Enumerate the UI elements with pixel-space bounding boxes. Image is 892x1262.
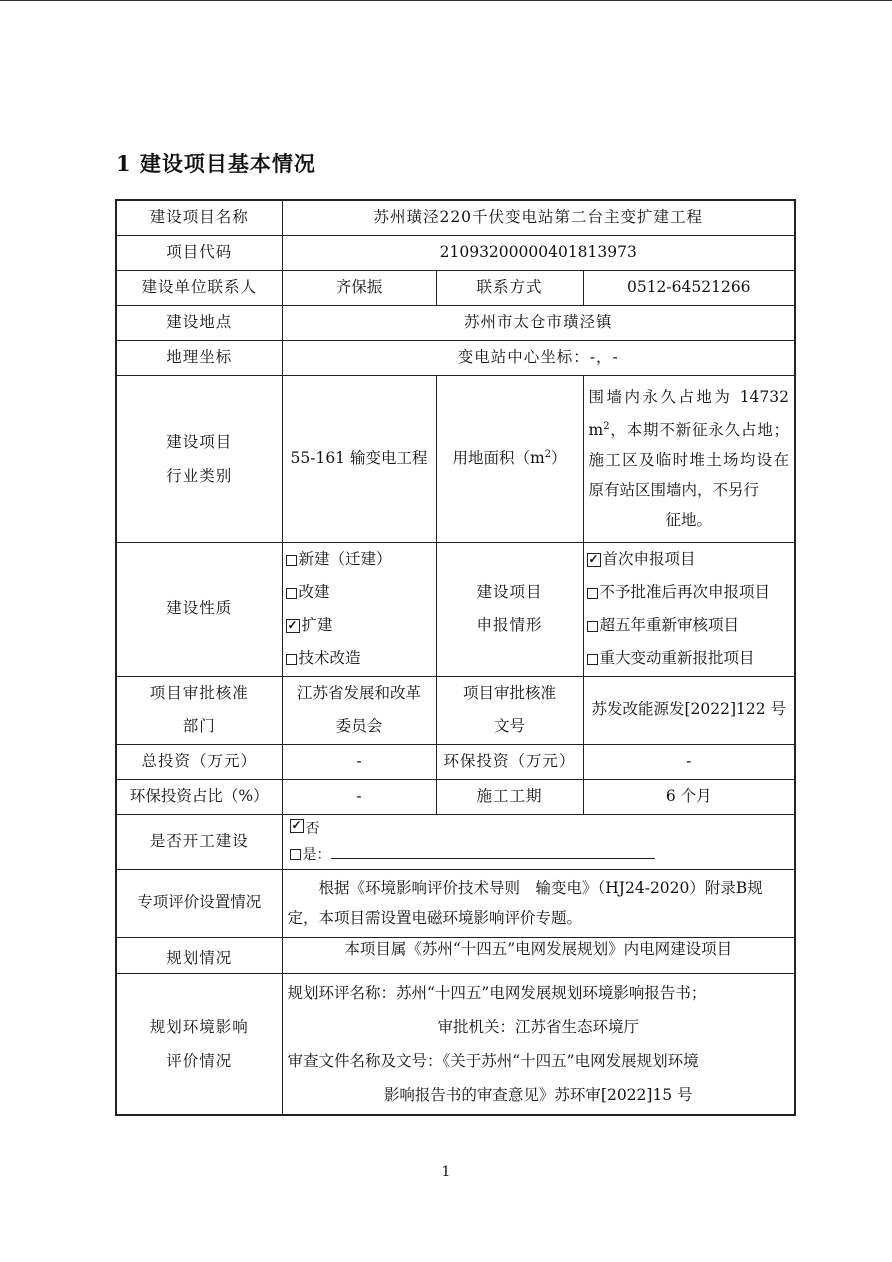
label-total-investment: 总投资（万元） (116, 744, 282, 779)
label-started: 是否开工建设 (116, 814, 282, 869)
checked-checkbox-icon (286, 619, 300, 633)
value-contact-person: 齐保振 (282, 270, 436, 305)
label-env-ratio: 环保投资占比（%） (116, 779, 282, 814)
unchecked-checkbox-icon (286, 555, 297, 566)
value-contact-method: 0512-64521266 (583, 270, 795, 305)
label-approval-no-line2: 文号 (493, 717, 525, 735)
unchecked-checkbox-icon (587, 621, 598, 632)
table-row (116, 973, 795, 1115)
nature-option-label: 改建 (298, 583, 330, 601)
value-project-name: 苏州璜泾220千伏变电站第二台主变扩建工程 (282, 200, 795, 235)
declare-option (587, 609, 792, 642)
unchecked-checkbox-icon (286, 654, 297, 665)
table-row (116, 340, 795, 375)
declare-options (583, 542, 795, 676)
label-planning-env (116, 973, 282, 1115)
unchecked-checkbox-icon (290, 849, 301, 860)
table-row (116, 869, 795, 937)
label-industry (116, 375, 282, 542)
label-approval-dept-line2: 部门 (182, 717, 216, 735)
unchecked-checkbox-icon (587, 588, 598, 599)
label-construction-period: 施工工期 (436, 779, 583, 814)
started-no-label: 否 (305, 820, 320, 837)
declare-option-label: 超五年重新审核项目 (599, 616, 740, 634)
declare-option (587, 642, 792, 675)
label-special-eval: 专项评价设置情况 (116, 869, 282, 937)
planning-env-doc-line1: 审查文件名称及文号：《关于苏州“十四五”电网发展规划环境 (287, 1051, 699, 1070)
value-approval-dept-line1: 江苏省发展和改革 (296, 684, 421, 702)
special-eval-text: 根据《环境影响评价技术导则 输变电》（HJ24-2020）附录B规定，本项目需设置电磁环境影响评价专题。 (287, 879, 763, 927)
label-env-investment: 环保投资（万元） (436, 744, 583, 779)
value-land-area: 围墙内永久占地为 14732 $m^2$，本期不新征永久占地；施工区及临时堆土场均设在原有站区围墙内，不另行 征地。 (583, 375, 795, 542)
unchecked-checkbox-icon (587, 654, 598, 665)
value-approval-no: 苏发改能源发[2022]122 号 (583, 676, 795, 744)
value-total-investment: - (282, 744, 436, 779)
page-number: 1 (441, 1164, 451, 1180)
value-approval-dept (282, 676, 436, 744)
planning-env-doc-line2: 影响报告书的审查意见》苏环审[2022]15 号 (383, 1085, 693, 1104)
label-contact-method: 联系方式 (436, 270, 583, 305)
label-project-name: 建设项目名称 (116, 200, 282, 235)
declare-option (587, 576, 792, 609)
value-industry: 55-161 输变电工程 (282, 375, 436, 542)
planning-env-authority: 审批机关：江苏省生态环境厅 (437, 1017, 640, 1036)
label-contact-person: 建设单位联系人 (116, 270, 282, 305)
label-declare-line1: 建设项目 (476, 583, 543, 601)
table-row (116, 814, 795, 869)
label-industry-line2: 行业类别 (166, 466, 233, 485)
declare-option-label: 不予批准后再次申报项目 (599, 583, 771, 601)
table-row (116, 744, 795, 779)
table-row (116, 270, 795, 305)
label-location: 建设地点 (116, 305, 282, 340)
value-env-investment: - (583, 744, 795, 779)
fill-in-underline (331, 844, 655, 859)
label-planning-env-line2: 评价情况 (166, 1051, 233, 1070)
label-declare-line2: 申报情形 (476, 616, 543, 634)
value-construction-period: 6 个月 (583, 779, 795, 814)
value-location: 苏州市太仓市璜泾镇 (282, 305, 795, 340)
nature-option-label: 技术改造 (298, 649, 361, 667)
nature-option-label: 新建（迁建） (298, 550, 392, 568)
value-approval-dept-line2: 委员会 (335, 717, 383, 735)
checked-checkbox-icon (587, 553, 601, 567)
label-approval-no (436, 676, 583, 744)
nature-option (286, 642, 433, 675)
nature-options (282, 542, 436, 676)
nature-option (286, 543, 433, 576)
declare-option (587, 543, 792, 576)
top-border-line (0, 0, 892, 1)
value-project-code: 21093200000401813973 (282, 235, 795, 270)
declare-option-label: 重大变动重新报批项目 (599, 649, 755, 667)
value-planning-env (282, 973, 795, 1115)
table-row (116, 779, 795, 814)
table-row (116, 375, 795, 542)
label-approval-dept (116, 676, 282, 744)
table-row (116, 305, 795, 340)
value-special-eval (282, 869, 795, 937)
nature-option (286, 576, 433, 609)
value-started (282, 814, 795, 869)
table-row (116, 676, 795, 744)
table-row (116, 542, 795, 676)
label-planning: 规划情况 (116, 937, 282, 973)
checked-checkbox-icon (290, 819, 304, 833)
planning-env-name: 规划环评名称：苏州“十四五”电网发展规划环境影响报告书； (287, 983, 707, 1002)
declare-option-label: 首次申报项目 (602, 550, 696, 568)
label-declare (436, 542, 583, 676)
started-yes-label: 是： (302, 846, 331, 863)
value-planning: 本项目属《苏州“十四五”电网发展规划》内电网建设项目 (282, 937, 795, 973)
table-row (116, 235, 795, 270)
table-row (116, 200, 795, 235)
section-title: 1 建设项目基本情况 (116, 151, 316, 176)
label-coordinates: 地理坐标 (116, 340, 282, 375)
project-info-table (115, 199, 796, 1116)
label-approval-dept-line1: 项目审批核准 (149, 684, 249, 702)
label-approval-no-line1: 项目审批核准 (462, 684, 556, 702)
value-env-ratio: - (282, 779, 436, 814)
label-project-code: 项目代码 (116, 235, 282, 270)
label-industry-line1: 建设项目 (166, 432, 233, 451)
nature-option-label: 扩建 (301, 616, 333, 634)
label-planning-env-line1: 规划环境影响 (149, 1017, 249, 1036)
label-land-area: 用地面积$(m^2)$ (436, 375, 583, 542)
unchecked-checkbox-icon (286, 588, 297, 599)
table-row (116, 937, 795, 973)
label-nature: 建设性质 (116, 542, 282, 676)
nature-option (286, 609, 433, 642)
value-coordinates: 变电站中心坐标：-，- (282, 340, 795, 375)
